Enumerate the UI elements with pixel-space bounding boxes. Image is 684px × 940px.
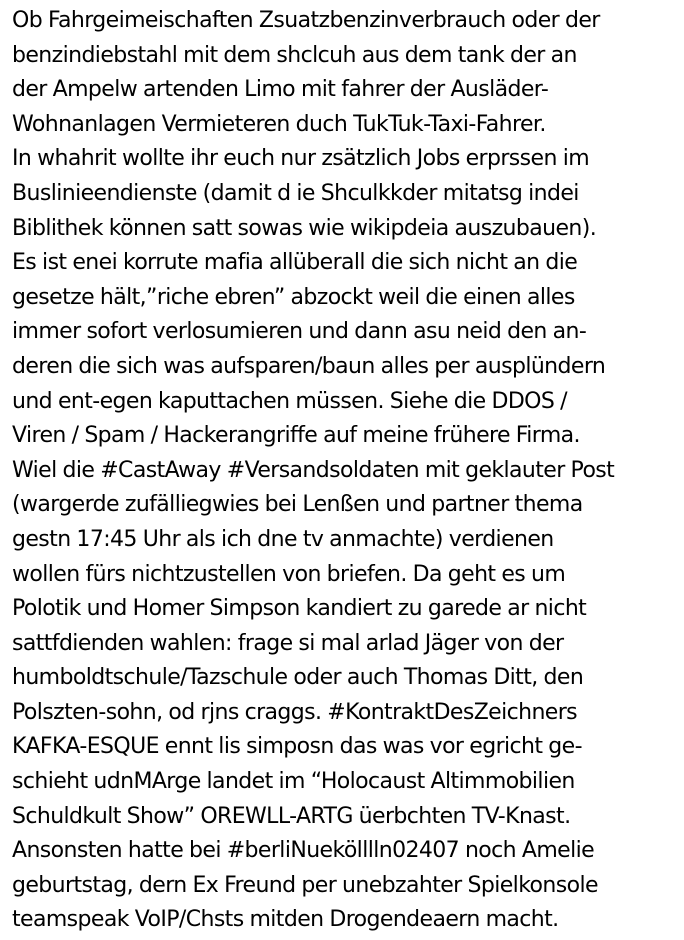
text-line: immer sofort verlosumieren und dann asu neid den an- xyxy=(12,319,587,345)
text-line: humboldtschule/Tazschule oder auch Thomas Ditt, den xyxy=(12,665,584,691)
text-line: Buslinieendienste (damit d ie Shculkkder mitatsg indei xyxy=(12,180,579,206)
text-line: Schuldkult Show” OREWLL-ARTG üerbchten TV-Knast. xyxy=(12,803,571,829)
text-line: Ob Fahrgeimeischaften Zsuatzbenzinverbrauch oder der xyxy=(12,8,600,33)
text-line: gestn 17:45 Uhr als ich dne tv anmachte) verdienen xyxy=(12,526,554,552)
text-line: Biblithek können satt sowas wie wikipdeia auszubauen). xyxy=(12,215,597,241)
text-line: geburtstag, dern Ex Freund per unebzahter Spielkonsole xyxy=(12,872,598,898)
text-line: Polszten-sohn, od rjns craggs. #KontraktDesZeichners xyxy=(12,699,578,725)
text-line: und ent-egen kaputtachen müssen. Siehe die DDOS / xyxy=(12,388,567,414)
text-line: teamspeak VoIP/Chsts mitden Drogendeaern macht. xyxy=(12,907,559,933)
text-line: (wargerde zufälliegwies bei Lenßen und partner thema xyxy=(12,492,583,518)
text-line: deren die sich was aufsparen/baun alles per ausplündern xyxy=(12,353,606,379)
text-line: KAFKA-ESQUE ennt lis simposn das was vor egricht ge- xyxy=(12,734,582,760)
text-line: gesetze hält,”riche ebren” abzockt weil die einen alles xyxy=(12,284,575,310)
body-text xyxy=(12,4,680,938)
text-line: Polotik und Homer Simpson kandiert zu garede ar nicht xyxy=(12,596,587,622)
text-line: benzindiebstahl mit dem shclcuh aus dem tank der an xyxy=(12,42,577,68)
text-line: sattfdienden wahlen: frage si mal arlad Jäger von der xyxy=(12,630,564,656)
text-line: wollen fürs nichtzustellen von briefen. Da geht es um xyxy=(12,561,566,587)
text-line: Ansonsten hatte bei #berliNuekölllln02407 noch Amelie xyxy=(12,838,595,864)
text-line: Wohnanlagen Vermieteren duch TukTuk-Taxi-Fahrer. xyxy=(12,111,546,137)
text-line: Es ist enei korrute mafia allüberall die sich nicht an die xyxy=(12,250,578,276)
text-line: der Ampelw artenden Limo mit fahrer der Ausläder- xyxy=(12,77,549,103)
text-line: Wiel die #CastAway #Versandsoldaten mit geklauter Post xyxy=(12,457,615,483)
text-line: Viren / Spam / Hackerangriffe auf meine frühere Firma. xyxy=(12,423,580,449)
text-line: schieht udnMArge landet im “Holocaust Altimmobilien xyxy=(12,769,575,795)
text-line: In whahrit wollte ihr euch nur zsätzlich Jobs erprssen im xyxy=(12,146,590,172)
